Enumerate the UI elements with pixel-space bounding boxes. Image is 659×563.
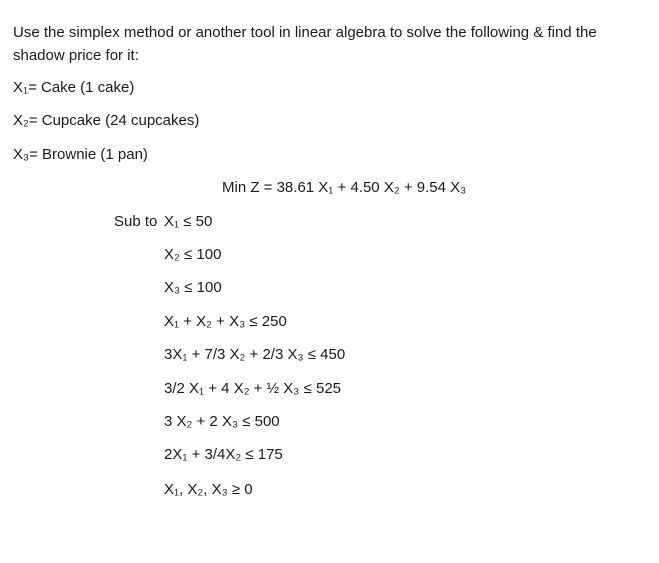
problem-statement: Use the simplex method or another tool in linear algebra to solve the following & find the shadow price for it:	[13, 24, 597, 64]
constraint-5: 3X₁ + 7/3 X₂ + 2/3 X₃ ≤ 450	[164, 346, 346, 363]
constraint-1: X₁ ≤ 50	[164, 213, 213, 230]
non-negativity-constraint: X₁, X₂, X₃ ≥ 0	[164, 481, 253, 498]
variable-definition-x1: X₁= Cake (1 cake)	[13, 79, 135, 96]
constraint-4: X₁ + X₂ + X₃ ≤ 250	[164, 313, 287, 330]
constraint-7: 3 X₂ + 2 X₃ ≤ 500	[164, 413, 280, 430]
constraint-2: X₂ ≤ 100	[164, 246, 222, 263]
variable-definition-x2: X₂= Cupcake (24 cupcakes)	[13, 112, 200, 129]
constraint-8: 2X₁ + 3/4X₂ ≤ 175	[164, 446, 283, 463]
subject-to-label: Sub to	[114, 213, 158, 230]
objective-function: Min Z = 38.61 X₁ + 4.50 X₂ + 9.54 X₃	[222, 179, 467, 196]
constraint-3: X₃ ≤ 100	[164, 279, 222, 296]
variable-definition-x3: X₃= Brownie (1 pan)	[13, 146, 148, 163]
constraint-6: 3/2 X₁ + 4 X₂ + ½ X₃ ≤ 525	[164, 380, 341, 397]
